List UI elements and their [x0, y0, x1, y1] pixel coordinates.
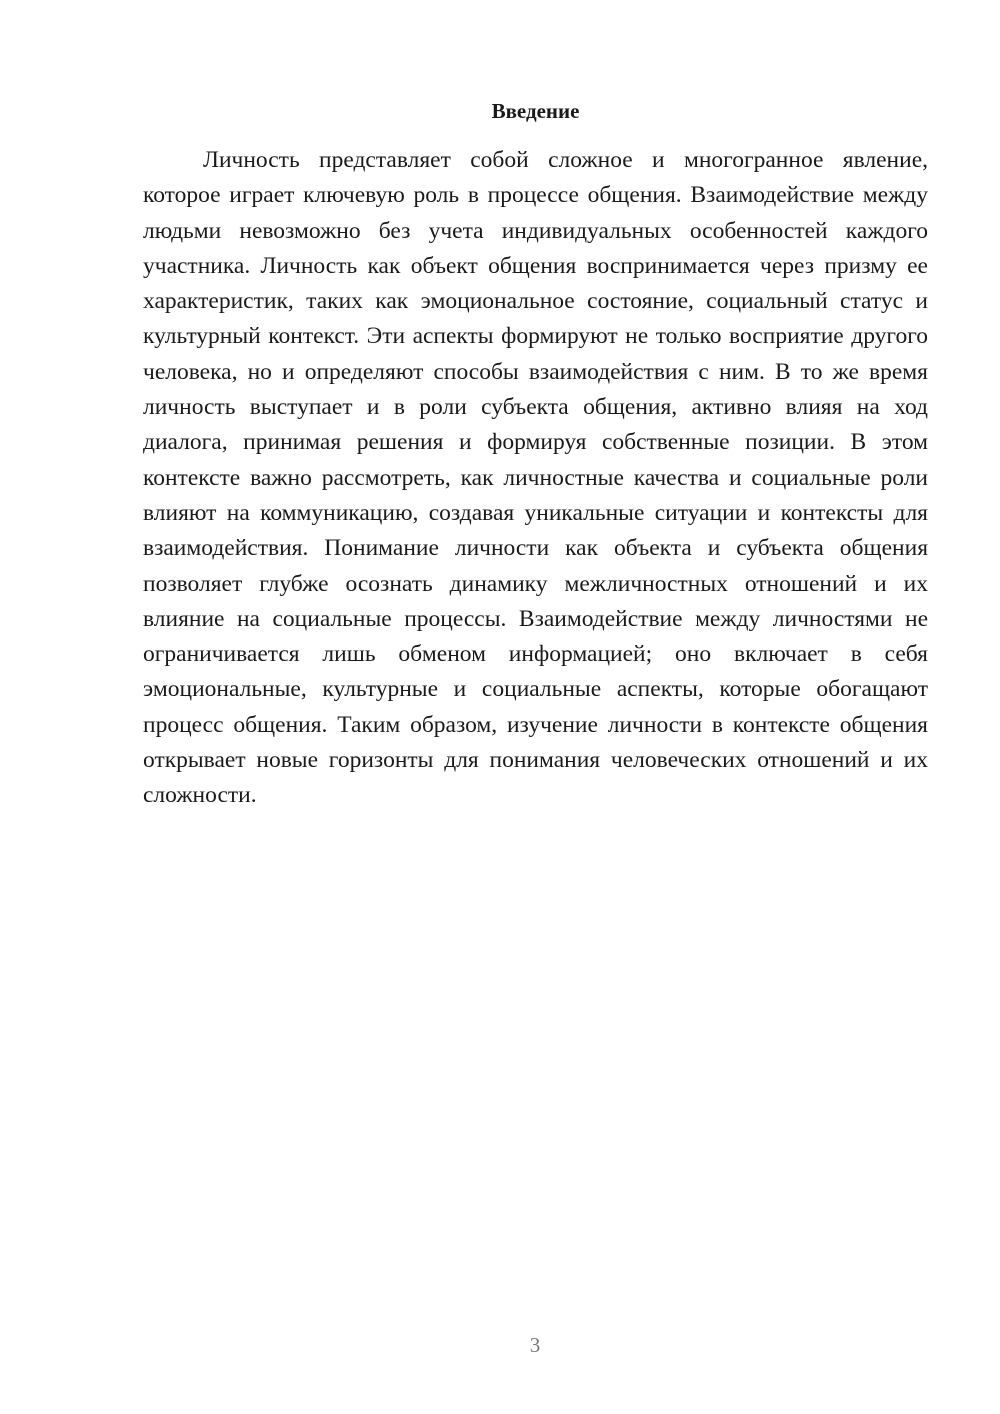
section-heading: Введение — [491, 99, 580, 123]
body-paragraph: Личность представляет собой сложное и многогранное явление, которое играет ключевую роль в процессе общения. Взаимодействие между людьми невозможно без учета индивидуальных особенностей каждого участника. Личность как объект общения воспринимается через призму ее характеристик, таких как эмоциональное состояние, социальный статус и культурный контекст. Эти аспекты формируют не только восприятие другого человека, но и определяют способы взаимодействия с ним. В то же время личность выступает и в роли субъекта общения, активно влияя на ход диалога, принимая решения и формируя собственные позиции. В этом контексте важно рассмотреть, как личностные качества и социальные роли влияют на коммуникацию, создавая уникальные ситуации и контексты для взаимодействия. Понимание личности как объекта и субъекта общения позволяет глубже осознать динамику межличностных отношений и их влияние на социальные процессы. Взаимодействие между личностями не ограничивается лишь обменом информацией; оно включает в себя эмоциональные, культурные и социальные аспекты, которые обогащают процесс общения. Таким образом, изучение личности в контексте общения открывает новые горизонты для понимания человеческих отношений и их сложности. — [143, 147, 928, 809]
page-number: 3 — [529, 1333, 541, 1357]
